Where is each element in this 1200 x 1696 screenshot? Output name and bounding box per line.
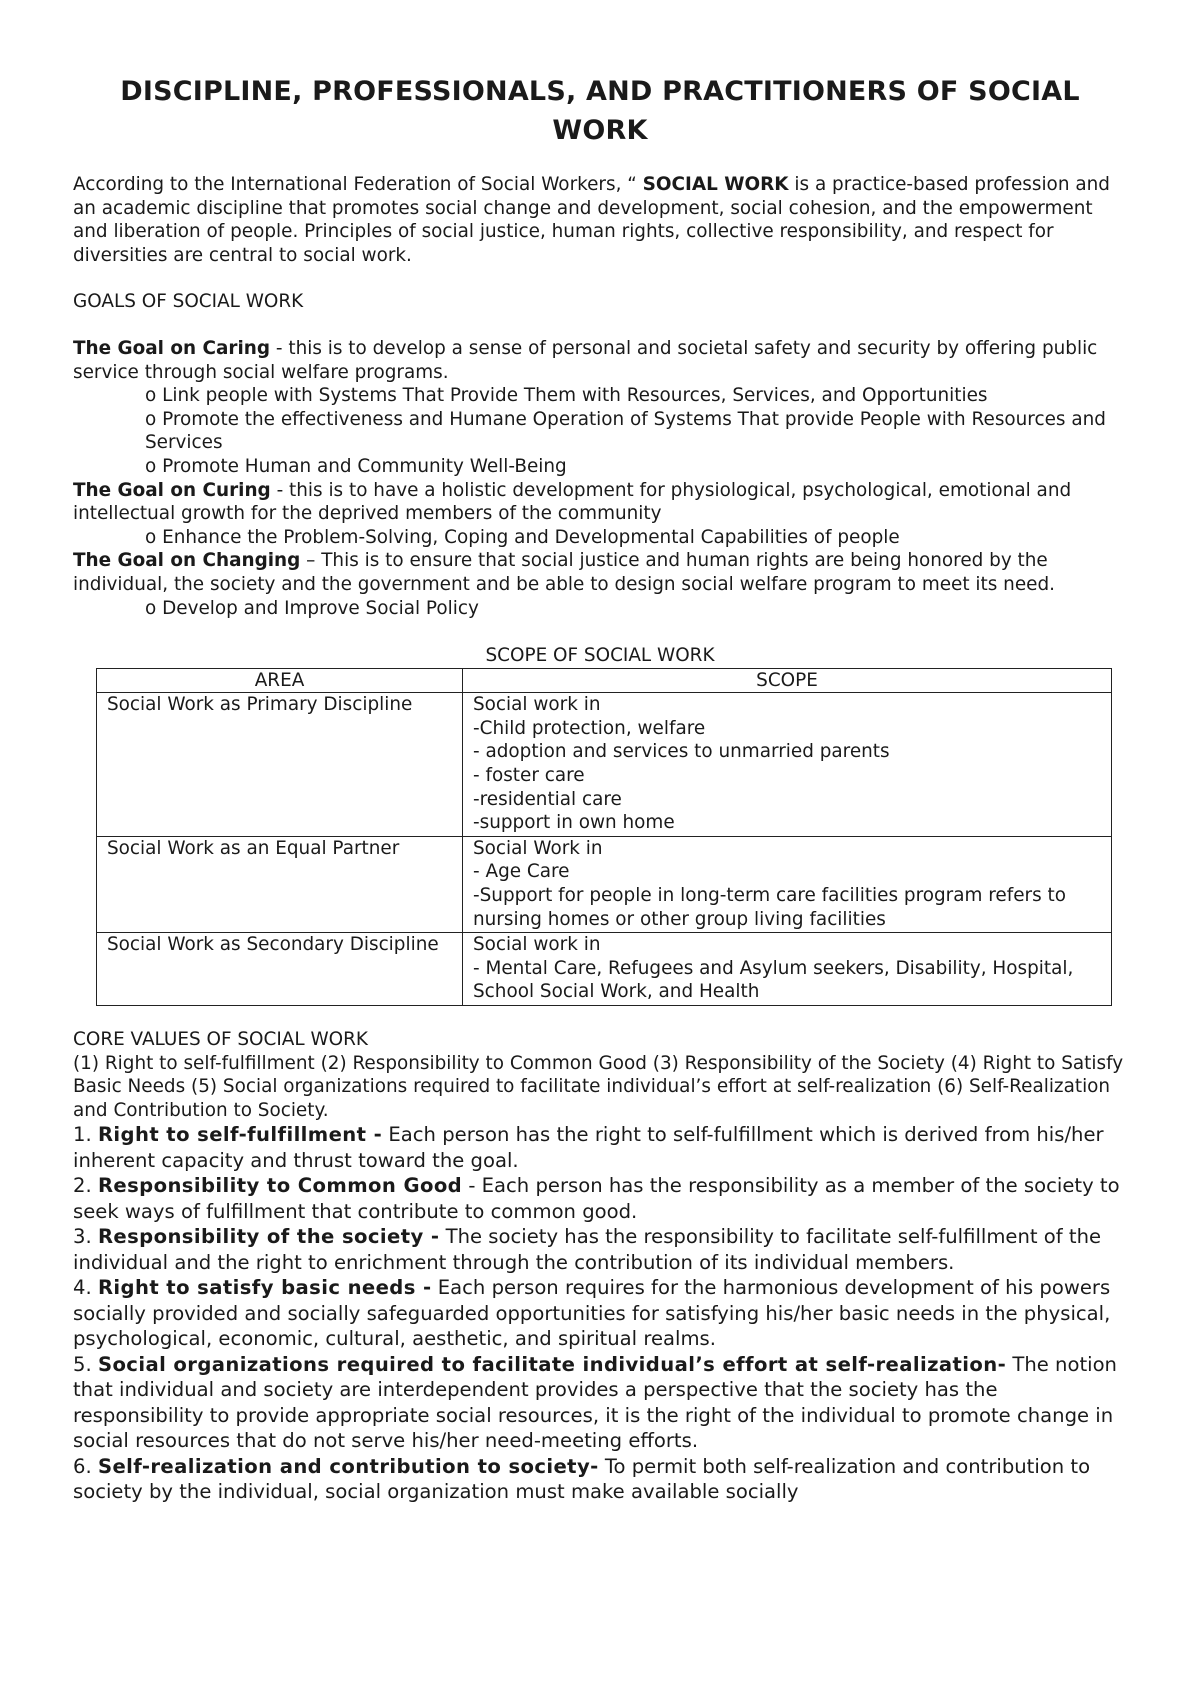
core-values-heading: CORE VALUES OF SOCIAL WORK [73, 1029, 368, 1050]
table-row [97, 836, 1112, 932]
item-title: Self-realization and contribution to society- [97, 1454, 599, 1478]
scope-header-row [97, 668, 1112, 693]
item-number: 6. [73, 1454, 98, 1478]
item-number: 2. [73, 1174, 98, 1198]
core-value-item [73, 1122, 1127, 1173]
item-text: To permit both self-realization and contribution to society by the individual, social organization must make available socially [73, 1454, 1091, 1504]
scope-title: SCOPE OF SOCIAL WORK [485, 645, 715, 667]
intro-paragraph [73, 173, 1127, 267]
item-text: The society has the responsibility to facilitate self-fulfillment of the individual and the right to enrichment through the contribution of its individual members. [73, 1225, 1102, 1274]
column-header-area: AREA [97, 668, 463, 693]
goal-caring [73, 337, 1127, 479]
area-cell: Social Work as Primary Discipline [97, 693, 463, 837]
scope-cell [463, 933, 1112, 1006]
goal-bullet: o Promote the effectiveness and Humane Operation of Systems That provide People with Resources and Services [145, 408, 1106, 454]
goal-name: The Goal on Changing [73, 550, 301, 572]
scope-line: - adoption and services to unmarried parents [473, 741, 890, 763]
item-number: 3. [73, 1225, 98, 1249]
goal-bullet: o Promote Human and Community Well-Being [145, 455, 567, 477]
goal-bullet: o Link people with Systems That Provide Them with Resources, Services, and Opportunities [145, 385, 988, 407]
item-number: 1. [73, 1123, 98, 1147]
intro-lead: According to the International Federation of Social Workers, “ [73, 174, 643, 195]
item-title: Right to self-fulfillment - [97, 1123, 383, 1147]
goal-curing [73, 479, 1127, 550]
item-title: Responsibility of the society - [97, 1225, 440, 1249]
item-title: Right to satisfy basic needs - [97, 1276, 432, 1300]
scope-line: Social Work in [473, 837, 603, 859]
scope-line: Social work in [473, 694, 601, 716]
scope-line: -Support for people in long-term care facilities program refers to nursing homes or other group living facilities [473, 885, 1066, 930]
goal-name: The Goal on Curing [73, 479, 271, 501]
document-title: DISCIPLINE, PROFESSIONALS, AND PRACTITIONERS OF SOCIAL WORK [120, 76, 1080, 146]
scope-table [96, 668, 1112, 1006]
scope-line: -residential care [473, 788, 622, 810]
item-text: Each person requires for the harmonious development of his powers socially provided and socially safeguarded opportunities for satisfying his/her basic needs in the physical, psychological, economic, cultural, aesthetic, and spiritual realms. [73, 1276, 1111, 1351]
core-value-item [73, 1352, 1127, 1454]
goal-desc: – This is to ensure that social justice and human rights are being honored by the individual, the society and the government and be able to design social welfare program to meet its need. [73, 550, 1055, 595]
core-value-item [73, 1173, 1127, 1224]
intro-term: SOCIAL WORK [642, 174, 789, 195]
table-row [97, 693, 1112, 837]
goal-bullet: o Enhance the Problem-Solving, Coping and Developmental Capabilities of people [145, 526, 900, 548]
goal-desc: - this is to develop a sense of personal and societal safety and security by offering public service through social welfare programs. [73, 337, 1098, 383]
scope-line: -Child protection, welfare [473, 717, 706, 739]
item-title: Responsibility to Common Good [97, 1174, 463, 1198]
goals-heading: GOALS OF SOCIAL WORK [73, 291, 304, 313]
scope-line: Social work in [473, 934, 601, 956]
intro-rest: is a practice-based profession and an academic discipline that promotes social change and development, social cohesion, and the empowerment and liberation of people. Principles of social justice, human rights, collective responsibility, and respect for diversities are central to social work. [73, 174, 1110, 266]
area-cell: Social Work as an Equal Partner [97, 836, 463, 932]
table-row [97, 933, 1112, 1006]
scope-line: -support in own home [473, 812, 675, 834]
item-text: The notion that individual and society are interdependent provides a perspective that the society has the responsibility to provide appropriate social resources, it is the right of the individual to promote change in social resources that do not serve his/her need-meeting efforts. [73, 1352, 1117, 1453]
item-title: Social organizations required to facilitate individual’s effort at self-realization- [97, 1352, 1007, 1376]
core-value-item [73, 1224, 1127, 1275]
scope-line: - Age Care [473, 861, 570, 883]
scope-line: - Mental Care, Refugees and Asylum seekers, Disability, Hospital, School Social Work, and Health [473, 957, 1074, 1003]
core-value-item [73, 1454, 1127, 1505]
column-header-scope: SCOPE [463, 668, 1112, 693]
scope-line: - foster care [473, 765, 585, 787]
item-text: - Each person has the responsibility as a member of the society to seek ways of fulfillment that contribute to common good. [73, 1174, 1120, 1223]
core-value-item [73, 1275, 1127, 1352]
goal-desc: - this is to have a holistic development for physiological, psychological, emotional and intellectual growth for the deprived members of the community [73, 479, 1072, 525]
item-number: 4. [73, 1276, 98, 1300]
item-text: Each person has the right to self-fulfillment which is derived from his/her inherent capacity and thrust toward the goal. [73, 1123, 1104, 1172]
item-number: 5. [73, 1352, 98, 1376]
goal-bullet: o Develop and Improve Social Policy [145, 597, 479, 619]
goal-name: The Goal on Caring [73, 337, 271, 359]
goal-changing [73, 549, 1127, 620]
core-values-summary: (1) Right to self-fulfillment (2) Responsibility to Common Good (3) Responsibility of the Society (4) Right to Satisfy Basic Needs (5) Social organizations required to facilitate individual’s effort at self-realization (6) Self-Realization and Contribution to Society. [73, 1052, 1124, 1121]
scope-cell [463, 836, 1112, 932]
area-cell: Social Work as Secondary Discipline [97, 933, 463, 1006]
scope-cell [463, 693, 1112, 837]
